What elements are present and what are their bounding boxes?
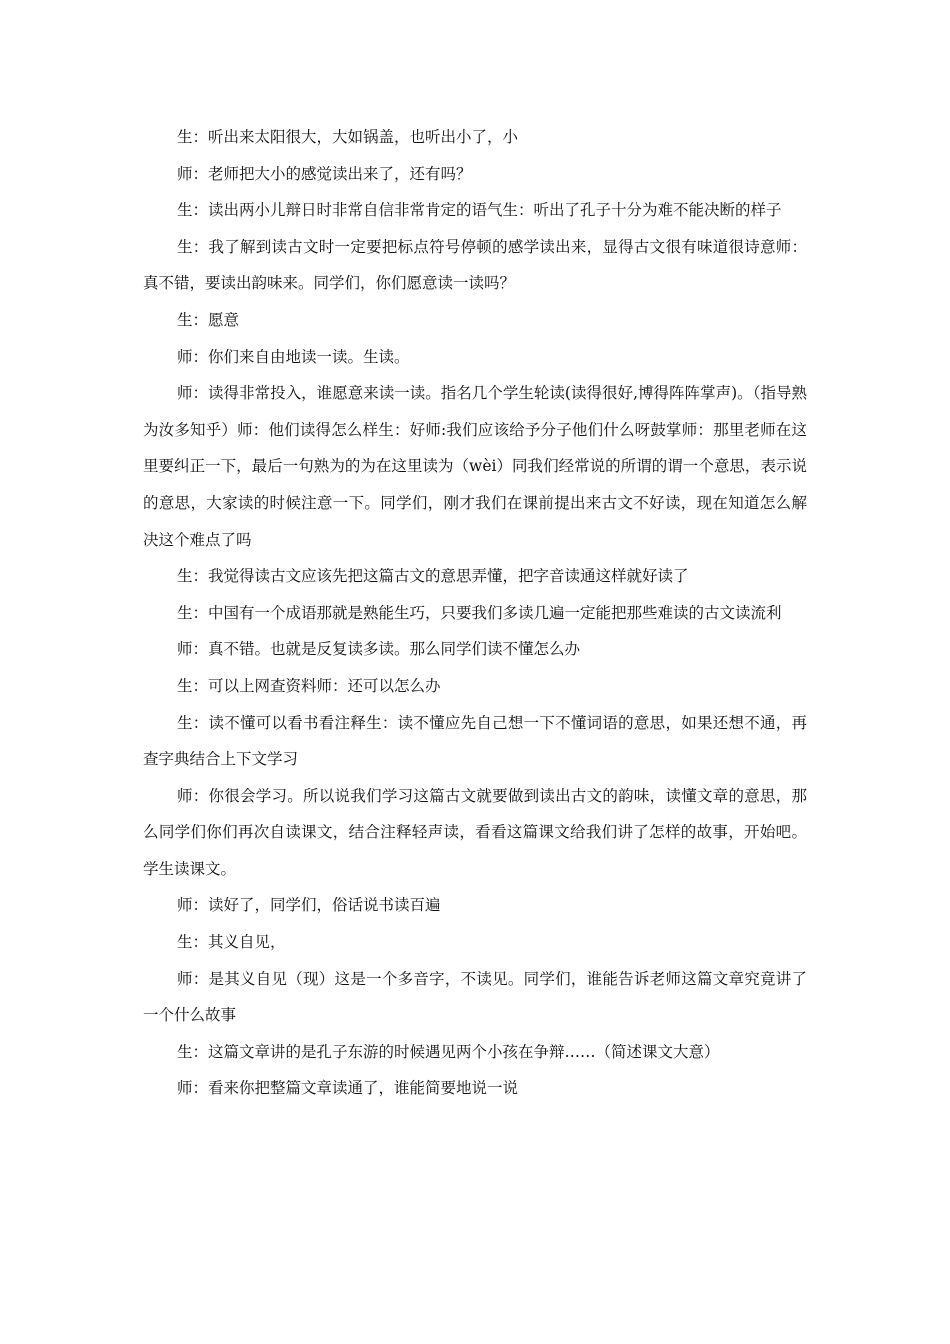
- paragraph: 生：其义自见，: [177, 933, 286, 952]
- paragraph: 生：中国有一个成语那就是熟能生巧，只要我们多读几遍一定能把那些难读的古文读流利: [177, 603, 782, 622]
- paragraph: 师：看来你把整篇文章读通了，谁能简要地说一说: [177, 1079, 519, 1098]
- paragraph: 生：读不懂可以看书看注释生：读不懂应先自己想一下不懂词语的意思，如果还想不通，再查字典结合上下文学习: [143, 713, 807, 769]
- paragraph: 师：真不错。也就是反复读多读。那么同学们读不懂怎么办: [177, 640, 581, 659]
- paragraph: 师：读得非常投入，谁愿意来读一读。指名几个学生轮读(读得很好,博得阵阵掌声)。（指导熟为汝多知乎）师：他们读得怎么样生：好师:我们应该给予分子他们什么呀鼓掌师：那里老师在这里要纠正一下，最后一句熟为的为在这里读为（wèi）同我们经常说的所谓的谓一个意思，表示说的意思，大家读的时候注意一下。同学们，刚才我们在课前提出来古文不好读，现在知道怎么解决这个难点了吗: [143, 384, 807, 549]
- paragraph: 生：愿意: [177, 310, 240, 329]
- document-body: [143, 119, 807, 1107]
- paragraph: 生：读出两小儿辩日时非常自信非常肯定的语气生：听出了孔子十分为难不能决断的样子: [177, 201, 782, 220]
- paragraph: 师：你们来自由地读一读。生读。: [177, 347, 410, 366]
- paragraph: 师：你很会学习。所以说我们学习这篇古文就要做到读出古文的韵味，读懂文章的意思，那么同学们你们再次自读课文，结合注释轻声读，看看这篇课文给我们讲了怎样的故事，开始吧。学生读课文。: [143, 786, 807, 878]
- paragraph: 生：我了解到读古文时一定要把标点符号停顿的感学读出来，显得古文很有味道很诗意师：真不错，要读出韵味来。同学们，你们愿意读一读吗？: [143, 237, 807, 293]
- paragraph: 师：读好了，同学们，俗话说书读百遍: [177, 896, 441, 915]
- paragraph: 生：可以上网查资料师：还可以怎么办: [177, 676, 441, 695]
- paragraph: 生：这篇文章讲的是孔子东游的时候遇见两个小孩在争辩……（简述课文大意）: [177, 1042, 720, 1061]
- paragraph: 师：是其义自见（现）这是一个多音字，不读见。同学们，谁能告诉老师这篇文章究竟讲了一个什么故事: [143, 969, 807, 1025]
- paragraph: 生：听出来太阳很大，大如锅盖，也听出小了，小: [177, 128, 519, 146]
- paragraph: 生：我觉得读古文应该先把这篇古文的意思弄懂，把字音读通这样就好读了: [177, 567, 689, 586]
- paragraph: 师：老师把大小的感觉读出来了，还有吗？: [177, 164, 472, 183]
